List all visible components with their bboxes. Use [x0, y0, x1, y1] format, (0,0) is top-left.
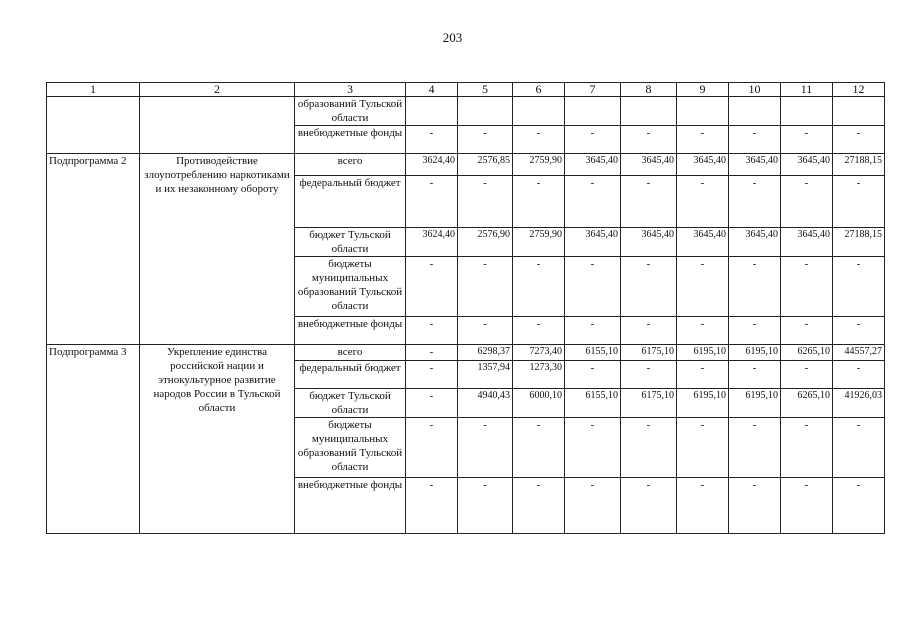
value-cell: 27188,15: [833, 228, 885, 257]
value-cell: -: [513, 126, 565, 154]
value-cell: -: [781, 478, 833, 534]
funding-source-cell: образований Тульской области: [295, 97, 406, 126]
value-cell: 6298,37: [458, 345, 513, 361]
value-cell: [677, 97, 729, 126]
funding-source-cell: всего: [295, 345, 406, 361]
value-cell: [781, 97, 833, 126]
value-cell: -: [833, 478, 885, 534]
funding-source-cell: федеральный бюджет: [295, 176, 406, 228]
value-cell: -: [458, 176, 513, 228]
value-cell: -: [513, 257, 565, 317]
value-cell: [406, 97, 458, 126]
value-cell: -: [729, 478, 781, 534]
value-cell: -: [729, 361, 781, 389]
value-cell: -: [565, 126, 621, 154]
value-cell: -: [458, 478, 513, 534]
value-cell: 3645,40: [565, 154, 621, 176]
program-label-cell: Подпрограмма 3: [47, 345, 140, 534]
value-cell: 3645,40: [565, 228, 621, 257]
funding-source-cell: внебюджетные фонды: [295, 478, 406, 534]
value-cell: -: [729, 257, 781, 317]
value-cell: -: [565, 176, 621, 228]
table-row: [47, 345, 885, 361]
value-cell: -: [677, 418, 729, 478]
value-cell: -: [513, 478, 565, 534]
value-cell: 3645,40: [621, 228, 677, 257]
value-cell: -: [406, 176, 458, 228]
funding-source-cell: внебюджетные фонды: [295, 126, 406, 154]
value-cell: -: [781, 126, 833, 154]
value-cell: 27188,15: [833, 154, 885, 176]
table-row: [47, 97, 885, 126]
table-row: [47, 154, 885, 176]
value-cell: 6155,10: [565, 389, 621, 418]
value-cell: -: [406, 345, 458, 361]
column-header-6: 6: [513, 83, 565, 97]
funding-source-cell: федеральный бюджет: [295, 361, 406, 389]
column-header-7: 7: [565, 83, 621, 97]
value-cell: 6175,10: [621, 389, 677, 418]
value-cell: [458, 97, 513, 126]
funding-source-cell: всего: [295, 154, 406, 176]
value-cell: 2576,85: [458, 154, 513, 176]
value-cell: -: [677, 176, 729, 228]
value-cell: -: [729, 418, 781, 478]
value-cell: 1273,30: [513, 361, 565, 389]
value-cell: 3624,40: [406, 228, 458, 257]
funding-source-cell: бюджет Тульской области: [295, 389, 406, 418]
value-cell: 4940,43: [458, 389, 513, 418]
value-cell: 3645,40: [677, 154, 729, 176]
column-header-10: 10: [729, 83, 781, 97]
value-cell: 3645,40: [729, 228, 781, 257]
column-header-2: 2: [140, 83, 295, 97]
value-cell: -: [565, 478, 621, 534]
value-cell: 3645,40: [621, 154, 677, 176]
value-cell: 7273,40: [513, 345, 565, 361]
value-cell: [729, 97, 781, 126]
value-cell: -: [565, 361, 621, 389]
value-cell: 3645,40: [729, 154, 781, 176]
value-cell: 3645,40: [677, 228, 729, 257]
value-cell: 6155,10: [565, 345, 621, 361]
value-cell: 2759,90: [513, 228, 565, 257]
value-cell: -: [621, 126, 677, 154]
value-cell: -: [458, 317, 513, 345]
value-cell: -: [513, 176, 565, 228]
value-cell: 2576,90: [458, 228, 513, 257]
value-cell: -: [621, 257, 677, 317]
value-cell: -: [565, 257, 621, 317]
value-cell: -: [513, 317, 565, 345]
value-cell: 6195,10: [729, 345, 781, 361]
value-cell: -: [677, 478, 729, 534]
program-name-cell: [140, 97, 295, 154]
value-cell: [513, 97, 565, 126]
column-header-8: 8: [621, 83, 677, 97]
budget-table: [46, 82, 885, 534]
column-header-4: 4: [406, 83, 458, 97]
value-cell: -: [677, 317, 729, 345]
value-cell: 44557,27: [833, 345, 885, 361]
value-cell: -: [833, 176, 885, 228]
value-cell: -: [458, 126, 513, 154]
program-name-cell: Противодействие злоупотреблению наркотиками и их незаконному обороту: [140, 154, 295, 345]
value-cell: -: [833, 257, 885, 317]
value-cell: -: [621, 317, 677, 345]
value-cell: -: [781, 361, 833, 389]
funding-source-cell: бюджет Тульской области: [295, 228, 406, 257]
value-cell: -: [406, 389, 458, 418]
value-cell: 1357,94: [458, 361, 513, 389]
value-cell: 6265,10: [781, 345, 833, 361]
value-cell: -: [729, 317, 781, 345]
value-cell: -: [781, 317, 833, 345]
value-cell: -: [833, 418, 885, 478]
value-cell: -: [406, 257, 458, 317]
column-header-11: 11: [781, 83, 833, 97]
value-cell: -: [406, 478, 458, 534]
value-cell: -: [621, 361, 677, 389]
value-cell: -: [565, 418, 621, 478]
program-label-cell: Подпрограмма 2: [47, 154, 140, 345]
value-cell: -: [621, 478, 677, 534]
value-cell: 2759,90: [513, 154, 565, 176]
page-number: 203: [442, 30, 463, 45]
value-cell: -: [677, 361, 729, 389]
value-cell: 6195,10: [677, 345, 729, 361]
value-cell: -: [833, 361, 885, 389]
value-cell: -: [458, 418, 513, 478]
value-cell: [565, 97, 621, 126]
value-cell: 6195,10: [729, 389, 781, 418]
value-cell: -: [565, 317, 621, 345]
program-label-cell: [47, 97, 140, 154]
value-cell: 6195,10: [677, 389, 729, 418]
value-cell: -: [513, 418, 565, 478]
value-cell: 3645,40: [781, 154, 833, 176]
value-cell: 6000,10: [513, 389, 565, 418]
funding-source-cell: бюджеты муниципальных образований Тульской области: [295, 418, 406, 478]
value-cell: -: [677, 257, 729, 317]
column-header-9: 9: [677, 83, 729, 97]
value-cell: -: [406, 317, 458, 345]
value-cell: 41926,03: [833, 389, 885, 418]
value-cell: [833, 97, 885, 126]
funding-source-cell: внебюджетные фонды: [295, 317, 406, 345]
header-row: [47, 83, 885, 97]
value-cell: 6175,10: [621, 345, 677, 361]
value-cell: -: [621, 176, 677, 228]
column-header-12: 12: [833, 83, 885, 97]
value-cell: -: [621, 418, 677, 478]
value-cell: -: [729, 126, 781, 154]
value-cell: 3645,40: [781, 228, 833, 257]
value-cell: -: [781, 418, 833, 478]
value-cell: -: [833, 317, 885, 345]
value-cell: -: [406, 126, 458, 154]
table-body: [47, 97, 885, 534]
value-cell: 6265,10: [781, 389, 833, 418]
column-header-3: 3: [295, 83, 406, 97]
value-cell: -: [458, 257, 513, 317]
value-cell: -: [677, 126, 729, 154]
value-cell: -: [781, 176, 833, 228]
column-header-1: 1: [47, 83, 140, 97]
value-cell: -: [729, 176, 781, 228]
value-cell: -: [406, 361, 458, 389]
value-cell: -: [781, 257, 833, 317]
column-header-5: 5: [458, 83, 513, 97]
funding-source-cell: бюджеты муниципальных образований Тульской области: [295, 257, 406, 317]
value-cell: [621, 97, 677, 126]
value-cell: -: [833, 126, 885, 154]
value-cell: -: [406, 418, 458, 478]
program-name-cell: Укрепление единства российской нации и этнокультурное развитие народов России в Тульской области: [140, 345, 295, 534]
value-cell: 3624,40: [406, 154, 458, 176]
